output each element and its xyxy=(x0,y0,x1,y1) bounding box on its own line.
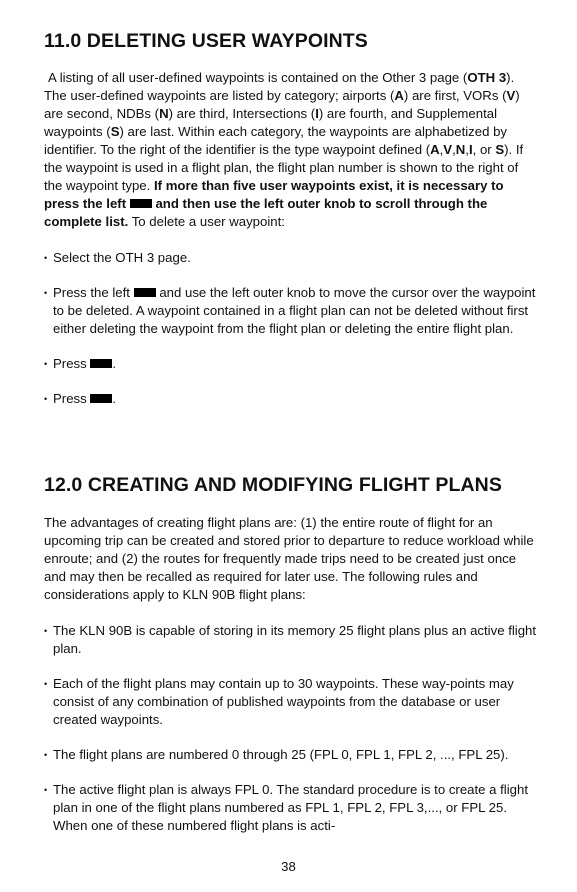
list-item: • The flight plans are numbered 0 through 25 (FPL 0, FPL 1, FPL 2, ..., FPL 25). xyxy=(44,746,539,764)
intro-paragraph: A listing of all user-defined waypoints is contained on the Other 3 page (OTH 3). The user-defined waypoints are listed by category; airports (A) are first, VORs (V) are second, NDBs (N) are third, Intersections (I) are fourth, and Supplemental waypoints (S) are last. Within each category, the waypoints are alphabetized by identifier. To the right of the identifier is the type waypoint defined (A,V,N,I, or S). If the waypoint is used in a flight plan, the flight plan number is shown to the right of the waypoint type. If more than five user waypoints exist, it is necessary to press the left and then use the left outer knob to scroll through the complete list. To delete a user waypoint: xyxy=(44,70,524,229)
delete-steps-list xyxy=(44,249,539,408)
cursor-key-icon xyxy=(130,199,152,208)
section-heading: 11.0 DELETING USER WAYPOINTS xyxy=(44,30,368,52)
section-deleting-user-waypoints xyxy=(44,30,539,408)
list-item: • Select the OTH 3 page. xyxy=(44,249,539,267)
enter-key-icon xyxy=(90,394,112,403)
list-item: • The active flight plan is always FPL 0. The standard procedure is to create a flight plan in one of the flight plans numbered as FPL 1, FPL 2, FPL 3,..., or FPL 25. When one of these numbered flight plans is acti- xyxy=(44,781,539,835)
list-item: • The KLN 90B is capable of storing in its memory 25 flight plans plus an active flight plan. xyxy=(44,622,539,658)
list-item: • Press . xyxy=(44,390,539,408)
section-creating-flight-plans xyxy=(44,474,539,835)
intro-paragraph: The advantages of creating flight plans are: (1) the entire route of flight for an upcoming trip can be created and stored prior to departure to reduce workload while enroute; and (2) the routes for frequently made trips need to be created just once and may then be recalled as required for later use. The following rules and considerations apply to KLN 90B flight plans: xyxy=(44,515,534,602)
list-item: • Each of the flight plans may contain up to 30 waypoints. These way-points may consist of any combination of published waypoints from the database or user created waypoints. xyxy=(44,675,539,729)
page-number: 38 xyxy=(281,859,296,874)
clear-key-icon xyxy=(90,359,112,368)
list-item: • Press the left and use the left outer knob to move the cursor over the waypoint to be deleted. A waypoint contained in a flight plan can not be deleted without first either deleting the waypoint from the flight plan or deleting the entire flight plan. xyxy=(44,284,539,338)
flight-plan-rules-list xyxy=(44,622,539,835)
section-heading: 12.0 CREATING AND MODIFYING FLIGHT PLANS xyxy=(44,474,502,496)
cursor-key-icon xyxy=(134,288,156,297)
list-item: • Press . xyxy=(44,355,539,373)
